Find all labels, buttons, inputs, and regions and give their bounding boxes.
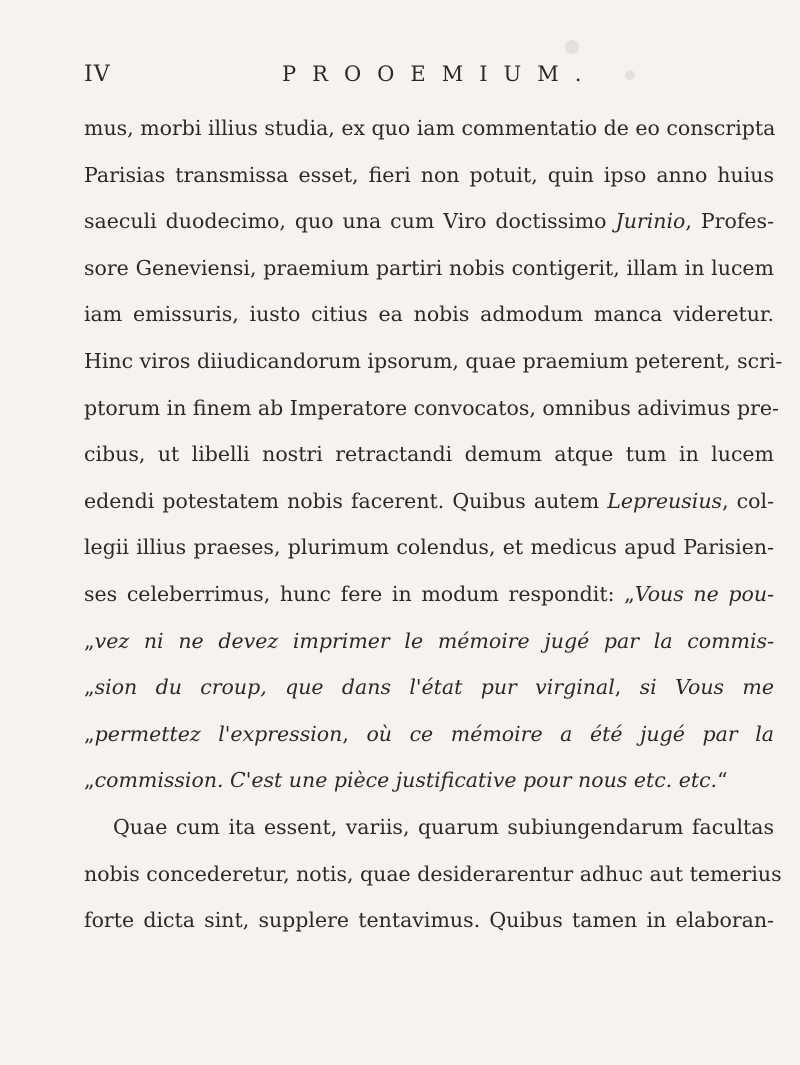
page-header xyxy=(84,62,740,102)
running-title: PROOEMIUM. xyxy=(282,62,598,86)
text-line: Hinc viros diiudicandorum ipsorum, quae praemium peterent, scri- xyxy=(84,348,783,373)
text-line: nobis concederetur, notis, quae desiderarentur adhuc aut temerius xyxy=(84,861,782,886)
text-line: edendi potestatem nobis facerent. Quibus autem Lepreusius, col- xyxy=(84,488,774,513)
text-line: legii illius praeses, plurimum colendus, et medicus apud Parisien- xyxy=(84,535,774,560)
quote-line: „commission. C'est une pièce justificative pour nous etc. etc.“ xyxy=(84,768,728,793)
text-line: Parisias transmissa esset, fieri non potuit, quin ipso anno huius xyxy=(84,162,774,187)
body-text xyxy=(84,105,783,944)
text-line: saeculi duodecimo, quo una cum Viro doctissimo Jurinio, Profes- xyxy=(84,209,774,234)
quote-line: „sion du croup, que dans l'état pur virginal, si Vous me xyxy=(84,675,774,700)
text-line: mus, morbi illius studia, ex quo iam commentatio de eo conscripta xyxy=(84,116,776,140)
text-line: forte dicta sint, supplere tentavimus. Quibus tamen in elaboran- xyxy=(84,908,774,933)
text-line: ptorum in finem ab Imperatore convocatos, omnibus adivimus pre- xyxy=(84,395,779,420)
text-line: sore Geneviensi, praemium partiri nobis contigerit, illam in lucem xyxy=(84,255,774,280)
text-line: cibus, ut libelli nostri retractandi demum atque tum in lucem xyxy=(84,442,774,467)
text-line: ses celeberrimus, hunc fere in modum respondit: „Vous ne pou- xyxy=(84,581,774,606)
text-line: Quae cum ita essent, variis, quarum subiungendarum facultas xyxy=(113,814,774,839)
quote-line: „vez ni ne devez imprimer le mémoire jugé par la commis- xyxy=(84,628,774,653)
ink-stain xyxy=(565,40,579,54)
quote-line: „permettez l'expression, où ce mémoire a été jugé par la xyxy=(84,721,774,746)
page-number: IV xyxy=(84,62,111,87)
text-line: iam emissuris, iusto citius ea nobis admodum manca videretur. xyxy=(84,302,774,327)
